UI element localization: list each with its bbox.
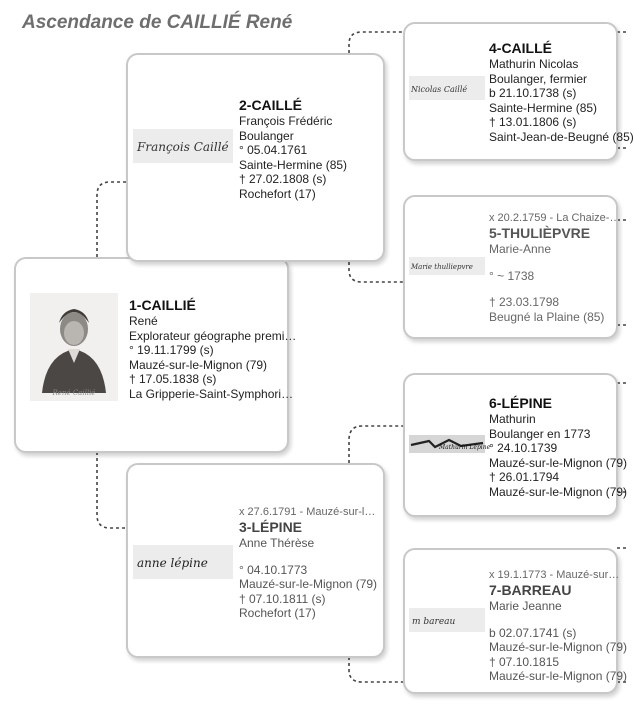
connector-2-4 [349,32,404,53]
signature-image [409,257,485,275]
person-name: 7-BARREAU [489,582,572,598]
birth-place: Mauzé-sur-le-Mignon (79) [489,455,628,470]
first-name: Anne Thérèse [239,536,315,550]
death-place: Rochefort (17) [239,186,316,201]
death-date: † 27.02.1808 (s) [239,172,327,186]
connector-1-2 [97,182,127,257]
connector-3-6 [349,426,404,463]
death-place: Beugné la Plaine (85) [489,309,605,324]
person-info-1 [129,297,297,401]
person-name: 2-CAILLÉ [239,97,302,113]
person-card-2[interactable] [126,53,385,262]
svg-text:Nicolas Caillé: Nicolas Caillé [411,85,468,94]
portrait-caption: René Caillié [52,389,96,397]
person-info-3 [239,505,384,621]
person-info-2 [239,97,384,201]
birth-date: ° 19.11.1799 (s) [129,343,214,357]
first-name: Mathurin [489,412,536,426]
svg-text:m bareau: m bareau [412,617,456,627]
occupation: Boulanger, fermier [489,71,588,86]
marriage-info: x 27.6.1791 - Mauzé-sur-l… [239,506,376,518]
baptism-place: Mauzé-sur-le-Mignon (79) [489,640,628,654]
person-name: 6-LÉPINE [489,395,553,411]
person-name: 4-CAILLÉ [489,40,552,56]
death-date: † 07.10.1815 [489,654,560,669]
baptism-date: b 02.07.1741 (s) [489,625,577,640]
death-date: † 13.01.1806 (s) [489,115,577,129]
death-place: Saint-Jean-de-Beugné (85) [489,129,634,144]
page-title: Ascendance de CAILLIÉ René [22,12,293,33]
person-info-7 [489,568,628,684]
death-date: † 17.05.1838 (s) [129,372,217,386]
first-name: Marie-Anne [489,242,552,256]
signature-image [409,435,491,453]
signature-image [409,608,485,632]
person-info-5 [489,211,621,324]
first-name: Marie Jeanne [489,599,562,613]
occupation: Boulanger [239,128,294,143]
person-card-4[interactable] [403,22,634,161]
person-card-1[interactable] [14,257,297,453]
person-name: 5-THULIÈPVRE [489,225,591,241]
connector-2-5 [349,262,404,282]
signature-image [133,129,233,163]
birth-date: ° 04.10.1773 [239,562,308,577]
svg-text:anne lépine: anne lépine [137,556,208,570]
person-info-4 [489,40,634,144]
death-date: † 07.10.1811 (s) [239,591,326,606]
occupation: Boulanger en 1773 [489,426,591,441]
baptism-date: b 21.10.1738 (s) [489,86,577,100]
portrait-image [30,293,118,401]
first-name: François Frédéric [239,114,333,128]
death-place: Mauzé-sur-le-Mignon (79) [489,484,628,499]
svg-text:Marie thulliepvre: Marie thulliepvre [411,263,473,271]
death-date: † 26.01.1794 [489,470,560,484]
person-info-6 [489,395,628,499]
connector-1-3 [97,452,127,528]
birth-date: ° ~ 1738 [489,268,535,283]
marriage-info: x 19.1.1773 - Mauzé-sur… [489,569,620,581]
death-place: Rochefort (17) [239,606,316,620]
svg-text:Mathurin Lépine: Mathurin Lépine [439,444,491,451]
birth-place: Mauzé-sur-le-Mignon (79) [129,357,268,372]
svg-text:François Caillé: François Caillé [137,140,229,154]
person-name: 3-LÉPINE [239,519,303,535]
signature-image [409,76,485,100]
first-name: René [129,314,158,328]
death-date: † 23.03.1798 [489,295,560,309]
death-place: La Gripperie-Saint-Symphori… [129,386,294,401]
person-card-7[interactable] [403,548,628,694]
marriage-info: x 20.2.1759 - La Chaize-… [489,212,621,224]
occupation: Explorateur géographe premi… [129,328,297,343]
first-name: Mathurin Nicolas [489,57,579,71]
person-card-5[interactable] [403,195,621,339]
connector-3-7 [349,657,404,682]
birth-place: Sainte-Hermine (85) [239,157,348,172]
birth-date: ° 24.10.1739 [489,441,558,455]
birth-date: ° 05.04.1761 [239,143,308,157]
person-name: 1-CAILLIÉ [129,297,196,313]
death-place: Mauzé-sur-le-Mignon (79) [489,669,628,683]
person-card-6[interactable] [403,373,628,517]
signature-image [133,545,233,579]
baptism-place: Sainte-Hermine (85) [489,100,598,115]
person-card-3[interactable] [126,463,385,658]
birth-place: Mauzé-sur-le-Mignon (79) [239,577,378,591]
